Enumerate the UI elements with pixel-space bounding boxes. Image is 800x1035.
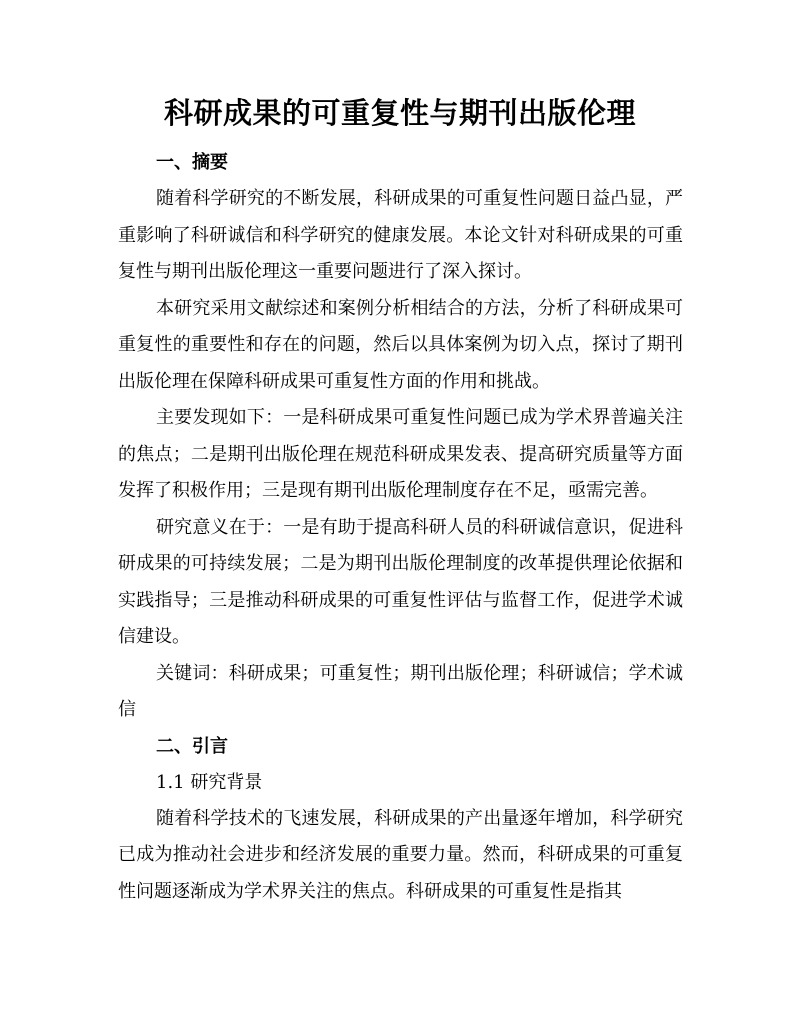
section-heading-introduction: 二、引言 bbox=[156, 735, 228, 757]
abstract-paragraph-4: 研究意义在于：一是有助于提高科研人员的科研诚信意识，促进科研成果的可持续发展；二是为期刊出版伦理制度的改革提供理论依据和实践指导；三是推动科研成果的可重复性评估与监督工作，促进学术诚信建设。 bbox=[118, 516, 683, 647]
keywords-paragraph: 关键词：科研成果；可重复性；期刊出版伦理；科研诚信；学术诚信 bbox=[118, 662, 683, 720]
document-title: 科研成果的可重复性与期刊出版伦理 bbox=[163, 96, 636, 130]
subsection-heading-background: 1.1 研究背景 bbox=[156, 771, 263, 793]
abstract-paragraph-1: 随着科学研究的不断发展，科研成果的可重复性问题日益凸显，严重影响了科研诚信和科学研究的健康发展。本论文针对科研成果的可重复性与期刊出版伦理这一重要问题进行了深入探讨。 bbox=[118, 188, 683, 282]
abstract-paragraph-3: 主要发现如下：一是科研成果可重复性问题已成为学术界普遍关注的焦点；二是期刊出版伦理在规范科研成果发表、提高研究质量等方面发挥了积极作用；三是现有期刊出版伦理制度存在不足，亟需完善。 bbox=[118, 407, 683, 501]
abstract-paragraph-2: 本研究采用文献综述和案例分析相结合的方法，分析了科研成果可重复性的重要性和存在的问题，然后以具体案例为切入点，探讨了期刊出版伦理在保障科研成果可重复性方面的作用和挑战。 bbox=[118, 297, 683, 392]
document-body bbox=[118, 145, 683, 910]
section-heading-abstract: 一、摘要 bbox=[156, 152, 228, 173]
background-paragraph: 随着科学技术的飞速发展，科研成果的产出量逐年增加，科学研究已成为推动社会进步和经济发展的重要力量。然而，科研成果的可重复性问题逐渐成为学术界关注的焦点。科研成果的可重复性是指其 bbox=[118, 807, 683, 902]
